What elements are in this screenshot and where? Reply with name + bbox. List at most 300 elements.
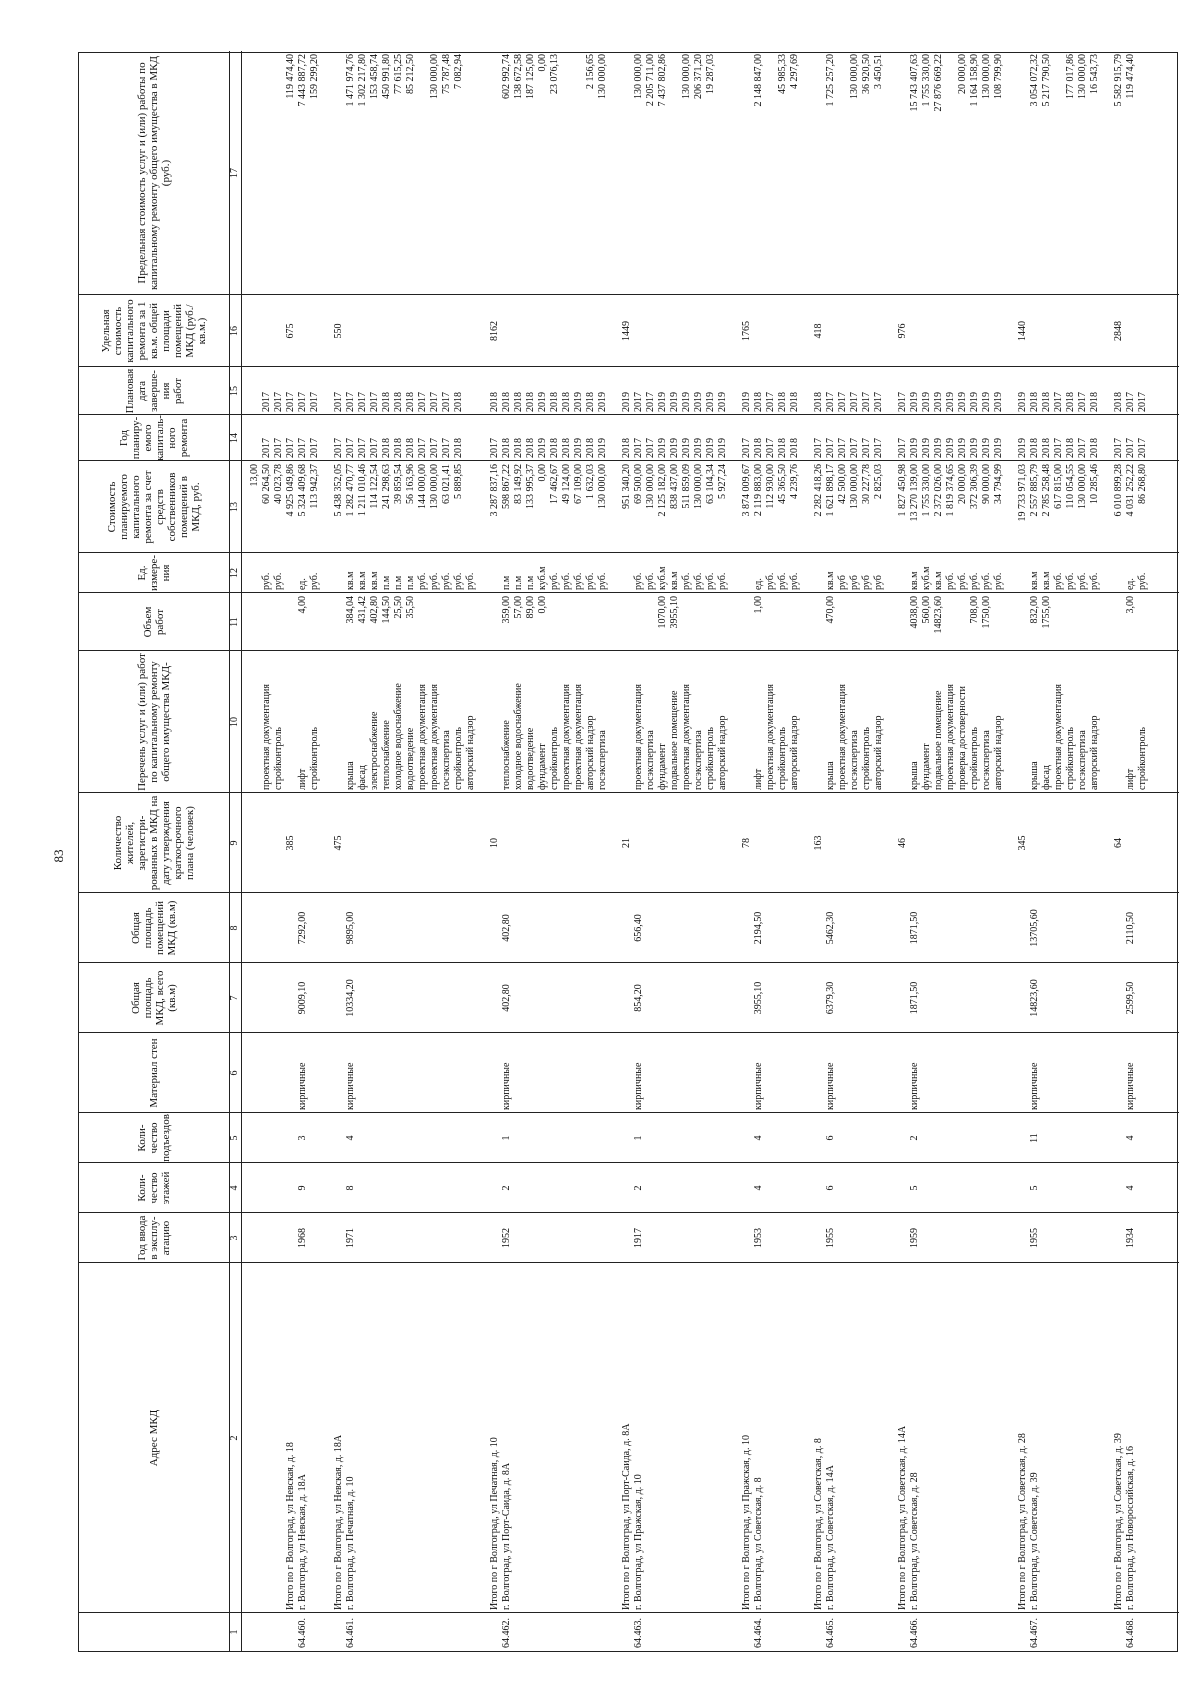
cost-cell: 0,00	[537, 464, 548, 482]
column-header: Удельная стоимость капитального ремонта за 1 кв.м. общей площади помещений МКД (руб./кв.м.)	[100, 299, 208, 363]
unit-cell: ед.	[297, 578, 308, 590]
unit-cost-cell: 1449	[621, 321, 632, 341]
work-name: авторский надзор	[993, 715, 1004, 790]
limit-cell: 1 725 257,20	[825, 54, 836, 107]
cost-cell: 133 995,37	[525, 464, 536, 509]
row-number: 64.461.	[345, 1618, 356, 1648]
end-year-cell: 2017	[861, 392, 872, 412]
cost-cell: 13 270 139,00	[909, 464, 920, 522]
column-divider	[79, 1262, 1179, 1263]
year-cell: 2019	[681, 438, 692, 458]
column-number: 10	[229, 717, 240, 727]
year-cell: 2018	[501, 438, 512, 458]
end-year-cell: 2017	[345, 392, 356, 412]
limit-cell: 16 543,73	[1089, 54, 1100, 94]
total-year: 2019	[1017, 438, 1028, 458]
year-cell: 2017	[1125, 438, 1136, 458]
total-label: Итого по г Волгоград, ул Порт-Саида, д. 8А	[621, 1423, 632, 1610]
total-end-year: 2018	[813, 392, 824, 412]
unit-cell: п.м	[405, 575, 416, 590]
limit-cell: 119 474,40	[1125, 54, 1136, 99]
end-year-cell: 2018	[789, 392, 800, 412]
column-number: 5	[229, 1135, 240, 1141]
cost-cell: 372 306,39	[969, 464, 980, 509]
year-cell: 2019	[705, 438, 716, 458]
limit-cell: 602 992,74	[501, 54, 512, 99]
work-name: крыша	[345, 761, 356, 790]
column-header: Стоимость планируемого капитального ремонта за счет средств собственников помещений в МКД, руб.	[106, 470, 202, 544]
work-name: авторский надзор	[465, 715, 476, 790]
year-cell: 2017	[873, 438, 884, 458]
unit-cell: руб.	[585, 572, 596, 590]
limit-cell: 45 985,33	[777, 54, 788, 94]
limit-cell: 3 054 072,32	[1029, 54, 1040, 107]
cost-cell: 617 815,00	[1053, 464, 1064, 509]
end-year-cell: 2018	[513, 392, 524, 412]
work-name: фундамент	[537, 743, 548, 790]
area-rooms-cell: 9895,00	[345, 911, 356, 945]
work-name: фасад	[1041, 764, 1052, 790]
cost-cell: 1 621 898,17	[825, 464, 836, 517]
limit-cell: 5 217 790,50	[1041, 54, 1052, 107]
column-number: 7	[229, 995, 240, 1001]
unit-cell: руб.	[981, 572, 992, 590]
cost-cell: 17 462,67	[549, 464, 560, 504]
area-rooms-cell: 2194,50	[753, 911, 764, 945]
column-header: Общая площадь помещений МКД (кв.м)	[130, 900, 178, 956]
work-name: госэкспертиза	[693, 730, 704, 790]
limit-cell: 130 000,00	[981, 54, 992, 99]
year-cell: 2018	[1065, 438, 1076, 458]
column-divider	[79, 1112, 1179, 1113]
limit-cell: 1 755 330,00	[921, 54, 932, 107]
cost-cell: 69 500,00	[633, 464, 644, 504]
cost-cell: 1 755 330,00	[921, 464, 932, 517]
walls-cell: кирпичные	[345, 1062, 356, 1110]
year-cell: 2017	[1053, 438, 1064, 458]
cost-cell: 5 927,24	[717, 464, 728, 499]
unit-cost-cell: 8162	[489, 321, 500, 341]
total-cost: 4 925 049,86	[285, 464, 296, 517]
residents-cell: 163	[813, 835, 824, 851]
unit-cell: руб.	[453, 572, 464, 590]
area-rooms-cell: 656,40	[633, 914, 644, 942]
column-number: 12	[229, 568, 240, 578]
work-name: авторский надзор	[1089, 715, 1100, 790]
year-cell: 2018	[405, 438, 416, 458]
floors-cell: 9	[297, 1185, 308, 1191]
year-cell: 2017	[849, 438, 860, 458]
row-number: 64.462.	[501, 1618, 512, 1648]
total-year: 2018	[621, 438, 632, 458]
volume-cell: 431,42	[357, 596, 368, 624]
floors-cell: 2	[633, 1185, 644, 1191]
limit-cell: 23 076,13	[549, 54, 560, 94]
work-name: проектная документация	[765, 684, 776, 790]
unit-cell: ед.	[1125, 578, 1136, 590]
page-number: 83	[51, 849, 66, 863]
cost-cell: 112 930,00	[765, 464, 776, 509]
work-name: проектная документация	[681, 684, 692, 790]
total-label: Итого по г Волгоград, ул Советская, д. 39	[1113, 1433, 1124, 1610]
year-cell: 2018	[513, 438, 524, 458]
end-year-cell: 2017	[1053, 392, 1064, 412]
walls-cell: кирпичные	[1029, 1062, 1040, 1110]
total-limit: 119 474,40	[285, 54, 296, 99]
area-rooms-cell: 13705,60	[1029, 909, 1040, 947]
limit-cell: 85 212,50	[405, 54, 416, 94]
entrances-cell: 1	[633, 1135, 644, 1141]
work-name: проектная документация	[837, 684, 848, 790]
total-end-year: 2019	[621, 392, 632, 412]
area-total-cell: 9009,10	[297, 981, 308, 1015]
column-header: Перечень услуг и (или) работ по капитальному ремонту общего имущества МКД-	[136, 653, 172, 791]
year-cell: 2017	[633, 438, 644, 458]
total-year: 2017	[897, 438, 908, 458]
year-cell: 2019	[717, 438, 728, 458]
year-cell: 2018	[453, 438, 464, 458]
limit-cell: 2 205 711,00	[645, 54, 656, 107]
work-name: проектная документация	[1053, 684, 1064, 790]
column-header: Коли-чество этажей	[136, 1171, 172, 1205]
entrances-cell: 6	[825, 1135, 836, 1141]
unit-cell: кв.м	[1041, 571, 1052, 590]
unit-cell: кв.м	[669, 571, 680, 590]
address-cell: г. Волгоград, ул Советская, д. 28	[909, 1472, 920, 1610]
unit-cell: руб.	[273, 572, 284, 590]
year-cell: 2018	[1029, 438, 1040, 458]
entrances-cell: 2	[909, 1135, 920, 1141]
work-name: госэкспертиза	[441, 730, 452, 790]
limit-cell: 153 458,74	[369, 54, 380, 99]
column-header: Общая площадь МКД, всего (кв.м)	[130, 970, 178, 1026]
work-name: проектная документация	[573, 684, 584, 790]
end-year-cell: 2017	[273, 392, 284, 412]
end-year-cell: 2017	[297, 392, 308, 412]
year-cell: 2017	[825, 438, 836, 458]
cost-cell: 5 324 409,68	[297, 464, 308, 517]
end-year-cell: 2017	[837, 392, 848, 412]
limit-cell: 130 000,00	[633, 54, 644, 99]
end-year-cell: 2019	[669, 392, 680, 412]
area-rooms-cell: 5462,30	[825, 911, 836, 945]
unit-cost-cell: 976	[897, 323, 908, 339]
end-year-cell: 2018	[381, 392, 392, 412]
unit-cell: руб.	[561, 572, 572, 590]
year-cell: 2018	[561, 438, 572, 458]
limit-cell: 3 450,51	[873, 54, 884, 89]
cost-cell: 511 859,09	[681, 464, 692, 509]
end-year-cell: 2017	[1125, 392, 1136, 412]
work-name: стройконтроль	[1137, 727, 1148, 790]
column-divider	[79, 792, 1179, 793]
cost-cell: 130 000,00	[849, 464, 860, 509]
column-header: Год ввода в эксплу-атацию	[136, 1215, 172, 1261]
total-year: 2017	[285, 438, 296, 458]
unit-cell: руб	[873, 575, 884, 590]
unit-cell: руб.	[717, 572, 728, 590]
address-cell: г. Волгоград, ул Печатная, д. 10	[345, 1476, 356, 1610]
unit-cell: куб.м	[921, 566, 932, 590]
work-name: подвальное помещение	[933, 690, 944, 790]
year-built-cell: 1968	[297, 1228, 308, 1248]
cost-cell: 40 023,78	[273, 464, 284, 504]
unit-cell: руб.	[633, 572, 644, 590]
work-name: лифт	[297, 768, 308, 790]
column-number: 15	[229, 386, 240, 396]
unit-cost-cell: 418	[813, 323, 824, 339]
cost-cell: 1 211 010,46	[357, 464, 368, 517]
work-name: проектная документация	[561, 684, 572, 790]
limit-cell: 159 299,20	[309, 54, 320, 99]
work-name: госэкспертиза	[645, 730, 656, 790]
total-label: Итого по г Волгоград, ул Пражская, д. 10	[741, 1435, 752, 1610]
cost-cell: 10 285,46	[1089, 464, 1100, 504]
cost-cell: 130 000,00	[693, 464, 704, 509]
cost-cell: 2 119 883,00	[753, 464, 764, 517]
volume-cell: 144,50	[381, 596, 392, 624]
end-year-cell: 2019	[933, 392, 944, 412]
column-divider	[79, 460, 1179, 461]
work-name: авторский надзор	[789, 715, 800, 790]
total-year: 2017	[813, 438, 824, 458]
cost-cell: 20 000,00	[957, 464, 968, 504]
unit-cell: п.м	[501, 575, 512, 590]
limit-cell: 27 876 669,22	[933, 54, 944, 112]
volume-cell: 35,50	[405, 596, 416, 619]
header-divider	[241, 51, 242, 1651]
work-name: лифт	[753, 768, 764, 790]
column-divider	[79, 1032, 1179, 1033]
address-cell: г. Волгоград, ул Советская, д. 14А	[825, 1465, 836, 1610]
end-year-cell: 2018	[753, 392, 764, 412]
year-cell: 2019	[669, 438, 680, 458]
end-year-cell: 2019	[981, 392, 992, 412]
column-divider	[79, 1162, 1179, 1163]
end-year-cell: 2018	[561, 392, 572, 412]
cost-cell: 2 825,03	[873, 464, 884, 499]
year-cell: 2019	[573, 438, 584, 458]
unit-cost-cell: 2848	[1113, 321, 1124, 341]
work-name: авторский надзор	[585, 715, 596, 790]
work-name: авторский надзор	[873, 715, 884, 790]
total-cost: 1 827 450,98	[897, 464, 908, 517]
limit-cell: 130 000,00	[1077, 54, 1088, 99]
total-year: 2017	[489, 438, 500, 458]
end-year-cell: 2018	[501, 392, 512, 412]
residents-cell: 46	[897, 838, 908, 848]
work-name: госэкспертиза	[849, 730, 860, 790]
area-total-cell: 3955,10	[753, 981, 764, 1015]
work-name: теплоснабжение	[381, 720, 392, 790]
column-divider	[79, 414, 1179, 415]
unit-cell: руб.	[1077, 572, 1088, 590]
walls-cell: кирпичные	[633, 1062, 644, 1110]
unit-cell: п.м	[513, 575, 524, 590]
area-total-cell: 402,80	[501, 984, 512, 1012]
column-number: 13	[229, 502, 240, 512]
volume-cell: 4,00	[297, 596, 308, 614]
work-cell: проектная документация	[261, 684, 272, 790]
unit-cell: руб.	[705, 572, 716, 590]
unit-cell: п.м	[393, 575, 404, 590]
work-name: крыша	[909, 761, 920, 790]
residents-cell: 10	[489, 838, 500, 848]
year-cell: 2019	[981, 438, 992, 458]
cost-cell: 56 163,96	[405, 464, 416, 504]
column-number: 9	[229, 840, 240, 846]
end-year-cell: 2019	[705, 392, 716, 412]
volume-cell: 1750,00	[981, 596, 992, 629]
unit-cell: руб.	[261, 572, 272, 590]
floors-cell: 5	[1029, 1185, 1040, 1191]
limit-cell: 2 156,65	[585, 54, 596, 89]
cost-cell: 1 632,03	[585, 464, 596, 499]
unit-cell: куб.м	[657, 566, 668, 590]
unit-cell: руб	[849, 575, 860, 590]
limit-cell: 130 000,00	[849, 54, 860, 99]
column-number: 1	[229, 1629, 240, 1635]
unit-cell: руб.	[1137, 572, 1148, 590]
end-year-cell: 2018	[777, 392, 788, 412]
column-header	[79, 1613, 229, 1651]
total-label: Итого по г Волгоград, ул Советская, д. 14А	[897, 1425, 908, 1610]
end-year-cell: 2017	[873, 392, 884, 412]
unit-cell: руб.	[945, 572, 956, 590]
unit-cost-cell: 1765	[741, 321, 752, 341]
year-cell: 2017	[357, 438, 368, 458]
year-cell: 2018	[525, 438, 536, 458]
year-cell: 2017	[417, 438, 428, 458]
row-number: 64.465.	[825, 1618, 836, 1648]
walls-cell: кирпичные	[297, 1062, 308, 1110]
end-year-cell: 2019	[657, 392, 668, 412]
limit-cell: 206 371,20	[693, 54, 704, 99]
year-built-cell: 1917	[633, 1228, 644, 1248]
volume-cell: 4038,00	[909, 596, 920, 629]
work-name: стройконтроль	[1065, 727, 1076, 790]
total-cost: 5 438 352,05	[333, 464, 344, 517]
volume-cell: 708,00	[969, 596, 980, 624]
year-cell: 2017	[441, 438, 452, 458]
year-cell: 2019	[993, 438, 1004, 458]
limit-cell: 177 017,86	[1065, 54, 1076, 99]
unit-cell: руб.	[681, 572, 692, 590]
row-number: 64.468.	[1125, 1618, 1136, 1648]
row-number: 64.464.	[753, 1618, 764, 1648]
walls-cell: кирпичные	[909, 1062, 920, 1110]
work-name: проектная документация	[429, 684, 440, 790]
volume-cell: 359,00	[501, 596, 512, 624]
end-year-cell: 2018	[1029, 392, 1040, 412]
work-name: фундамент	[921, 743, 932, 790]
entrances-cell: 4	[1125, 1135, 1136, 1141]
area-total-cell: 10334,20	[345, 979, 356, 1017]
total-cost: 6 010 899,28	[1113, 464, 1124, 517]
volume-cell: 1,00	[753, 596, 764, 614]
cost-cell: 30 227,78	[861, 464, 872, 504]
end-year-cell: 2017	[369, 392, 380, 412]
cost-cell: 241 298,63	[381, 464, 392, 509]
end-year-cell: 2017	[261, 392, 272, 412]
end-year-cell: 2017	[825, 392, 836, 412]
total-end-year: 2018	[1113, 392, 1124, 412]
residents-cell: 475	[333, 835, 344, 851]
column-number: 11	[229, 617, 240, 627]
total-cost: 19 733 971,03	[1017, 464, 1028, 522]
year-cell: 2017	[1137, 438, 1148, 458]
column-number: 6	[229, 1070, 240, 1076]
column-number: 17	[229, 168, 240, 178]
volume-cell: 384,04	[345, 596, 356, 624]
end-year-cell: 2018	[393, 392, 404, 412]
cost-cell: 114 122,54	[369, 464, 380, 509]
floors-cell: 6	[825, 1185, 836, 1191]
unit-cell: п.м	[525, 575, 536, 590]
work-name: лифт	[1125, 768, 1136, 790]
unit-cost-cell: 550	[333, 323, 344, 339]
year-cell: 2018	[1089, 438, 1100, 458]
year-cell: 2017	[429, 438, 440, 458]
limit-cell: 75 787,48	[441, 54, 452, 94]
end-year-cell: 2017	[309, 392, 320, 412]
row-number: 64.463.	[633, 1618, 644, 1648]
limit-cell: 77 615,25	[393, 54, 404, 94]
year-cell: 2019	[909, 438, 920, 458]
work-name: подвальное помещение	[669, 690, 680, 790]
cost-cell: 39 859,54	[393, 464, 404, 504]
cost-cell: 60 264,50	[261, 464, 272, 504]
work-name: водоотведение	[405, 727, 416, 790]
area-total-cell: 14823,60	[1029, 979, 1040, 1017]
rotated-table-page	[78, 52, 1178, 1652]
limit-cell: 138 672,58	[513, 54, 524, 99]
unit-cell: кв.м	[909, 571, 920, 590]
year-cell: 2018	[549, 438, 560, 458]
column-number: 3	[229, 1235, 240, 1241]
column-header: Адрес МКД	[148, 1409, 160, 1467]
work-name: электроснабжение	[369, 711, 380, 790]
column-divider	[79, 650, 1179, 651]
end-year-cell: 2018	[453, 392, 464, 412]
limit-cell: 450 991,80	[381, 54, 392, 99]
unit-cell: руб.	[573, 572, 584, 590]
cost-cell: 2 125 182,00	[657, 464, 668, 517]
column-number: 16	[229, 326, 240, 336]
area-total-cell: 6379,30	[825, 981, 836, 1015]
cost-cell: 63 104,34	[705, 464, 716, 504]
unit-cell: руб.	[789, 572, 800, 590]
work-name: холодное водоснабжение	[393, 683, 404, 790]
address-cell: г. Волгоград, ул Порт-Саида, д. 8А	[501, 1462, 512, 1610]
unit-cell: руб	[837, 575, 848, 590]
total-year: 2017	[333, 438, 344, 458]
cost-cell: 90 000,00	[981, 464, 992, 504]
row-number: 64.460.	[297, 1618, 308, 1648]
residents-cell: 78	[741, 838, 752, 848]
end-year-cell: 2018	[585, 392, 596, 412]
limit-cell: 187 125,00	[525, 54, 536, 99]
total-year: 2017	[1113, 438, 1124, 458]
end-year-cell: 2018	[525, 392, 536, 412]
year-cell: 2018	[789, 438, 800, 458]
column-header: Коли-чество подъездов	[136, 1114, 172, 1162]
work-name: стройконтроль	[969, 727, 980, 790]
end-year-cell: 2017	[633, 392, 644, 412]
end-year-cell: 2017	[645, 392, 656, 412]
cost-cell: 42 500,00	[837, 464, 848, 504]
total-label: Итого по г Волгоград, ул Печатная, д. 10	[489, 1437, 500, 1610]
